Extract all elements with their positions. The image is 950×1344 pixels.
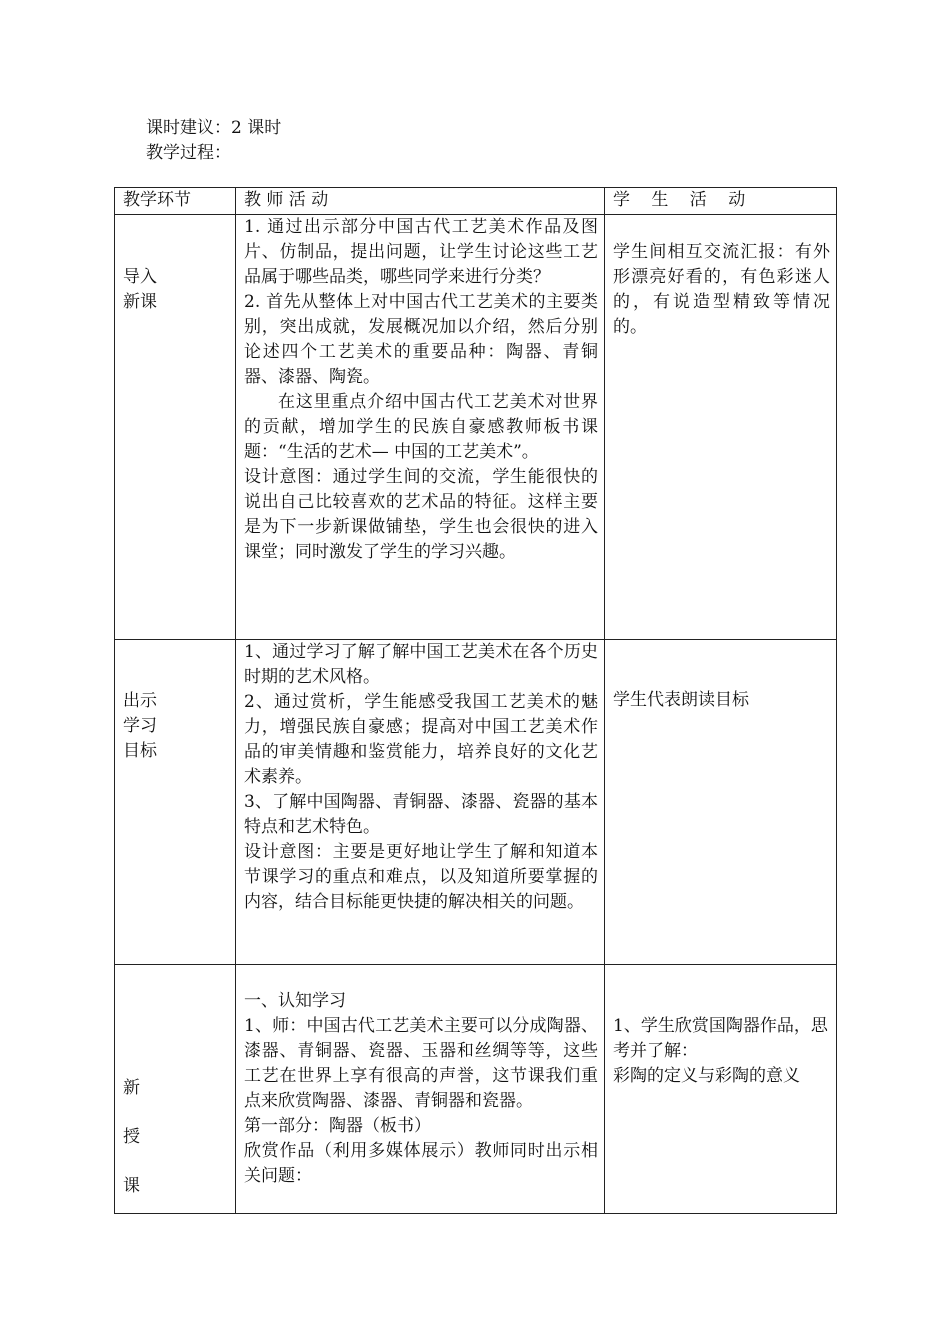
stage-label-line: 导入 xyxy=(123,267,157,287)
student-paragraph: 学生间相互交流汇报：有外形漂亮好看的，有色彩迷人的，有说造型精致等情况的。 xyxy=(613,242,830,337)
teacher-paragraph: 欣赏作品（利用多媒体展示）教师同时出示相关问题： xyxy=(244,1141,598,1186)
teacher-paragraph: 在这里重点介绍中国古代工艺美术对世界的贡献，增加学生的民族自豪感教师板书课题：“生活的艺术— 中国的工艺美术”。 xyxy=(244,392,598,462)
stage-label-line: 学习 xyxy=(123,716,157,736)
table-header-row xyxy=(115,188,837,215)
teacher-activity-objectives xyxy=(236,640,605,965)
teacher-activity-intro xyxy=(236,215,605,640)
stage-cell-objectives xyxy=(115,640,236,965)
teacher-paragraph: 1. 通过出示部分中国古代工艺美术作品及图片、仿制品，提出问题，让学生讨论这些工艺品属于哪些品类，哪些同学来进行分类？ xyxy=(244,217,598,287)
column-header-student: 学 生 活 动 xyxy=(605,188,837,215)
column-header-stage: 教学环节 xyxy=(115,188,236,215)
part-heading: 第一部分：陶器（板书） xyxy=(244,1116,431,1136)
class-hours-line: 课时建议：2 课时 xyxy=(146,118,282,138)
student-activity-intro xyxy=(605,215,837,640)
stage-cell-new-lesson xyxy=(115,965,236,1214)
objective-item: 2、通过赏析，学生能感受我国工艺美术的魅力，增强民族自豪感；提高对中国工艺美术作品的审美情趣和鉴赏能力，培养良好的文化艺术素养。 xyxy=(244,692,598,787)
design-intent-paragraph: 设计意图：主要是更好地让学生了解和知道本节课学习的重点和难点，以及知道所要掌握的内容，结合目标能更快捷的解决相关的问题。 xyxy=(244,842,598,912)
column-header-teacher: 教 师 活 动 xyxy=(236,188,605,215)
teacher-paragraph: 1、师：中国古代工艺美术主要可以分成陶器、漆器、青铜器、瓷器、玉器和丝绸等等，这些工艺在世界上享有很高的声誉，这节课我们重点来欣赏陶器、漆器、青铜器和瓷器。 xyxy=(244,1016,598,1111)
stage-label-line: 新 xyxy=(123,1078,140,1098)
student-paragraph: 学生代表朗读目标 xyxy=(613,690,749,710)
design-intent-paragraph: 设计意图：通过学生间的交流，学生能很快的说出自己比较喜欢的艺术品的特征。这样主要是为下一步新课做铺垫，学生也会很快的进入课堂；同时激发了学生的学习兴趣。 xyxy=(244,467,598,562)
student-activity-new-lesson xyxy=(605,965,837,1214)
teacher-activity-new-lesson xyxy=(236,965,605,1214)
stage-cell-intro xyxy=(115,215,236,640)
teacher-paragraph: 2. 首先从整体上对中国古代工艺美术的主要类别，突出成就，发展概况加以介绍，然后分别论述四个工艺美术的重要品种：陶器、青铜器、漆器、陶瓷。 xyxy=(244,292,598,387)
lesson-plan-table xyxy=(114,187,837,1214)
objective-item: 1、通过学习了解了解中国工艺美术在各个历史时期的艺术风格。 xyxy=(244,642,598,687)
student-activity-objectives xyxy=(605,640,837,965)
student-paragraph: 彩陶的定义与彩陶的意义 xyxy=(613,1066,800,1086)
stage-label-line: 课 xyxy=(123,1176,140,1196)
stage-label-line: 新课 xyxy=(123,292,157,312)
table-row-intro xyxy=(115,215,837,640)
table-row-new-lesson xyxy=(115,965,837,1214)
section-heading: 一、认知学习 xyxy=(244,991,346,1011)
stage-label-line: 授 xyxy=(123,1127,140,1147)
objective-item: 3、了解中国陶器、青铜器、漆器、瓷器的基本特点和艺术特色。 xyxy=(244,792,598,837)
stage-label-line: 目标 xyxy=(123,741,157,761)
table-row-objectives xyxy=(115,640,837,965)
student-paragraph: 1、学生欣赏国陶器作品，思考并了解： xyxy=(613,1016,828,1061)
stage-label-line: 出示 xyxy=(123,691,157,711)
teaching-process-label: 教学过程： xyxy=(146,143,231,163)
